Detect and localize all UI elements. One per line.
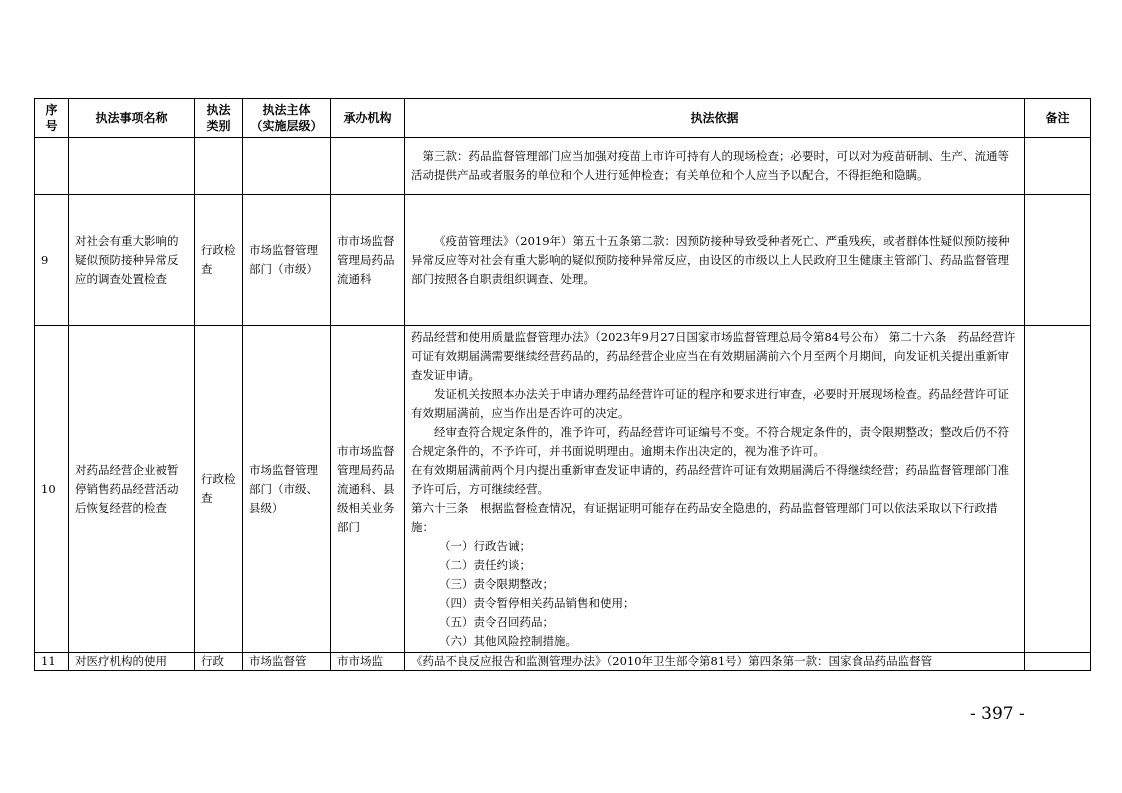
cell-category: 行政检查 (195, 326, 243, 653)
cell-subject: 市场监督管 (243, 653, 331, 671)
cell-seq (35, 138, 69, 195)
cell-category: 行政 (195, 653, 243, 671)
cell-item (69, 138, 195, 195)
header-basis: 执法依据 (405, 99, 1025, 138)
cell-basis: 《疫苗管理法》（2019年）第五十五条第二款：因预防接种导致受种者死亡、严重残疾，或者群体性疑似预防接种异常反应等对社会有重大影响的疑似预防接种异常反应，由设区的市级以上人民政府卫生健康主管部门、药品监督管理部门按照各自职责组织调查、处理。 (405, 195, 1025, 326)
header-seq: 序 号 (35, 99, 69, 138)
basis-paragraph: 经审查符合规定条件的，准予许可，药品经营许可证编号不变。不符合规定条件的，责令限期整改；整改后仍不符合规定条件的，不予许可，并书面说明理由。逾期未作出决定的，视为准予许可。 (411, 424, 1009, 458)
cell-subject: 市场监督管理部门（市级、县级） (243, 326, 331, 653)
cell-note (1025, 653, 1091, 671)
page-number: - 397 - (970, 704, 1025, 724)
cell-subject (243, 138, 331, 195)
cell-org: 市市场监督管理局药品流通科、县级相关业务部门 (331, 326, 405, 653)
basis-paragraph: 第六十三条 根据监督检查情况，有证据证明可能存在药品安全隐患的，药品监督管理部门可以依法采取以下行政措施： (411, 500, 998, 534)
cell-note (1025, 195, 1091, 326)
cell-org: 市市场监督管理局药品流通科 (331, 195, 405, 326)
cell-basis: 第三款：药品监督管理部门应当加强对疫苗上市许可持有人的现场检查；必要时，可以对为疫苗研制、生产、流通等活动提供产品或者服务的单位和个人进行延伸检查；有关单位和个人应当予以配合，不得拒绝和隐瞒。 (405, 138, 1025, 195)
cell-note (1025, 138, 1091, 195)
header-org: 承办机构 (331, 99, 405, 138)
basis-paragraph: 发证机关按照本办法关于申请办理药品经营许可证的程序和要求进行审查，必要时开展现场检查。药品经营许可证有效期届满前，应当作出是否许可的决定。 (411, 386, 1009, 420)
header-subject: 执法主体 （实施层级） (243, 99, 331, 138)
header-category: 执法 类别 (195, 99, 243, 138)
cell-basis: 《药品不良反应报告和监测管理办法》（2010年卫生部令第81号）第四条第一款：国家食品药品监督管 (405, 653, 1025, 671)
table-header-row (35, 99, 1091, 138)
cell-item: 对医疗机构的使用 (69, 653, 195, 671)
table-row (35, 653, 1091, 671)
table-row (35, 195, 1091, 326)
cell-category (195, 138, 243, 195)
cell-item: 对药品经营企业被暂停销售药品经营活动后恢复经营的检查 (69, 326, 195, 653)
measure-item: （五）责令召回药品； (439, 614, 554, 629)
cell-category: 行政检查 (195, 195, 243, 326)
table-row (35, 326, 1091, 653)
header-item: 执法事项名称 (69, 99, 195, 138)
cell-subject: 市场监督管理部门（市级） (243, 195, 331, 326)
measure-item: （六）其他风险控制措施。 (439, 633, 577, 648)
cell-basis (405, 326, 1025, 653)
cell-seq: 10 (35, 326, 69, 653)
measure-item: （一）行政告诫； (439, 538, 531, 553)
measure-item: （二）责任约谈； (439, 557, 531, 572)
cell-seq: 11 (35, 653, 69, 671)
table-row (35, 138, 1091, 195)
cell-org (331, 138, 405, 195)
cell-note (1025, 326, 1091, 653)
basis-paragraph: 在有效期届满前两个月内提出重新审查发证申请的，药品经营许可证有效期届满后不得继续经营；药品监督管理部门准予许可后，方可继续经营。 (411, 462, 1009, 496)
cell-seq: 9 (35, 195, 69, 326)
cell-org: 市市场监 (331, 653, 405, 671)
measure-item: （三）责令限期整改； (439, 576, 554, 591)
measure-item: （四）责令暂停相关药品销售和使用； (439, 595, 635, 610)
basis-paragraph: 药品经营和使用质量监督管理办法》（2023年9月27日国家市场监督管理总局令第84号公布） 第二十六条 药品经营许可证有效期届满需要继续经营药品的，药品经营企业应当在有效期届满前六个月至两个月期间，向发证机关提出重新审查发证申请。 (411, 329, 1016, 382)
header-note: 备注 (1025, 99, 1091, 138)
law-enforcement-table (34, 98, 1091, 671)
cell-item: 对社会有重大影响的疑似预防接种异常反应的调查处置检查 (69, 195, 195, 326)
